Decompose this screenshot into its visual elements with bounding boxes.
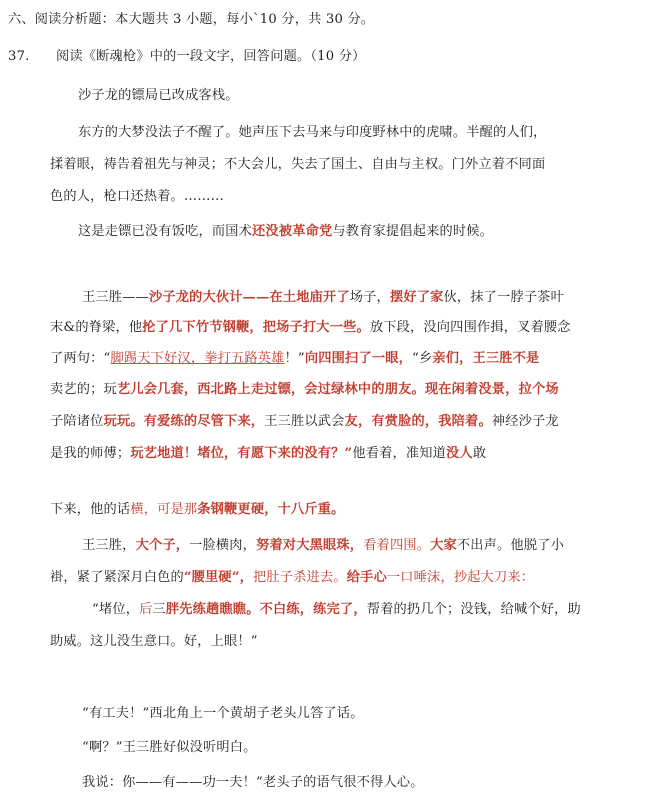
highlighted-run: 看着四围。 — [363, 538, 431, 553]
paragraph-2-line-1: 东方的大梦没法子不醒了。她声压下去马来与印度野林中的虎啸。半醒的人们， — [78, 125, 547, 140]
paragraph-4-line-3 — [50, 349, 539, 369]
paragraph-4-line-1 — [82, 288, 564, 308]
highlighted-run: “腰里硬”， — [183, 570, 253, 585]
text-run: 叶 — [550, 290, 564, 305]
text-run: 卖艺的；玩 — [50, 382, 117, 397]
text-run: 不出声。他脱了小 — [456, 538, 564, 553]
highlighted-run: 横，可是那 — [130, 502, 198, 517]
highlighted-run: 艺儿会几套， — [116, 382, 198, 397]
text-run: 与教育家提倡起来的时候。 — [332, 224, 494, 239]
highlighted-run: 赏脸的，我陪着。 — [384, 414, 492, 429]
question-number: 37. — [8, 49, 30, 64]
paragraph-1: 沙子龙的镖局已改成客栈。 — [78, 88, 239, 103]
underlined-quote: 脚踢天下好汉，拳打五路英雄 — [110, 351, 285, 366]
text-run: 敢 — [472, 446, 487, 461]
highlighted-run: 沙子龙的大伙计—— — [148, 290, 270, 305]
paragraph-3 — [78, 222, 493, 242]
text-run: “乡 — [412, 351, 433, 366]
paragraph-4-line-6 — [50, 444, 486, 464]
highlighted-run: 走过镖，会过绿林中的朋友。 — [250, 382, 425, 397]
text-run: 末&的脊梁，他 — [50, 320, 143, 335]
highlighted-run: 大个子， — [135, 538, 190, 553]
highlighted-run: 现在闲着没景，拉个场 — [424, 382, 559, 397]
paragraph-7-line-2: 助威。这儿没生意口。好，上眼！” — [50, 634, 258, 649]
text-run: 是我的师傅； — [50, 446, 131, 461]
highlighted-run: 玩艺地道！堵位，有愿下来的没有？” — [130, 446, 353, 461]
paragraph-4-line-5 — [50, 412, 559, 432]
section-heading: 六、阅读分析题：本大题共 3 小题，每小`10 分，共 30 分。 — [8, 12, 375, 27]
highlighted-run: 西北路上 — [197, 382, 251, 397]
paragraph-8: “有工夫！”西北角上一个黄胡子老头儿答了话。 — [82, 706, 364, 721]
highlighted-run: 后 — [139, 602, 153, 617]
highlighted-run: 玩玩。 — [103, 414, 144, 429]
text-run: 了两句：“ — [50, 351, 111, 366]
text-run: 王三胜以武会 — [264, 414, 345, 429]
text-run: 抹了一脖子茶 — [470, 290, 551, 305]
text-run: 王三胜—— — [82, 290, 149, 305]
paragraph-7-line-1 — [92, 600, 581, 620]
paragraph-4-line-2 — [50, 318, 571, 338]
paragraph-9: “啊？”王三胜好似没听明白。 — [82, 740, 257, 755]
highlighted-run: 摆好了家 — [389, 290, 444, 305]
text-run: 揖，叉着腰念 — [490, 320, 571, 335]
paragraph-10: 我说：你——有——功一夫！”老头子的语气很不得人心。 — [82, 775, 424, 790]
text-run: 三 — [152, 602, 166, 617]
highlighted-run: 胖先练趟瞧瞧。不白练，练完了， — [165, 602, 367, 617]
highlighted-run: 抡了几下竹节钢鞭，把 — [142, 320, 277, 335]
highlighted-run: 一口唾沫，抄起大刀来： — [386, 570, 535, 585]
highlighted-run: 努着对大黑眼珠， — [256, 538, 364, 553]
highlighted-run: 向四围扫了一眼， — [304, 351, 412, 366]
text-run: 下来，他的话 — [50, 502, 131, 517]
paragraph-5 — [50, 500, 345, 520]
highlighted-run: 没人 — [446, 446, 473, 461]
highlighted-run: 亲们，王三胜不是 — [432, 351, 540, 366]
text-run: 他看着，准知道 — [352, 446, 447, 461]
highlighted-run: 条钢鞭更硬，十八斤重。 — [197, 502, 345, 517]
question-prompt: 阅读《断魂枪》中的一段文字，回答问题。（10 分） — [56, 49, 366, 64]
paragraph-2-line-2: 揉着眼，祷告着祖先与神灵；不大会儿，失去了国土、自由与主权。门外立着不同面 — [50, 157, 546, 172]
paragraph-6-line-1 — [82, 536, 564, 556]
text-run: “堵位， — [92, 602, 140, 617]
paragraph-6-line-2 — [50, 568, 534, 588]
highlighted-run: 还没被革命党 — [252, 224, 333, 239]
highlighted-run: 把肚子杀进去。 — [253, 570, 347, 585]
highlighted-run: 给手心 — [346, 570, 387, 585]
highlighted-run: 有爱练的尽管下来， — [143, 414, 265, 429]
text-run: 王三胜， — [82, 538, 136, 553]
text-run: 一脸横肉， — [189, 538, 257, 553]
text-run: 场子， — [349, 290, 390, 305]
text-run: 放下段，没向四围作 — [369, 320, 491, 335]
text-run: 这是走镖已没有饭吃，而国术 — [78, 224, 253, 239]
paragraph-4-line-4 — [50, 380, 559, 400]
text-run: 帮着的扔几个；没钱，给喊个好，助 — [366, 602, 581, 617]
highlighted-run: 在土地庙开了 — [269, 290, 350, 305]
highlighted-run: 场子打大一些。 — [276, 320, 370, 335]
text-run: 经沙子龙 — [505, 414, 559, 429]
highlighted-run: 友，有 — [344, 414, 385, 429]
paragraph-2-line-3: 色的人，枪口还热着。……… — [50, 189, 225, 204]
text-run: 伙， — [443, 290, 471, 305]
text-run: ！” — [284, 351, 305, 366]
text-run: 神 — [491, 414, 506, 429]
highlighted-run: 大家 — [430, 538, 457, 553]
text-run: 褂，紧了紧深月白色的 — [50, 570, 184, 585]
text-run: 子陪诸位 — [50, 414, 104, 429]
